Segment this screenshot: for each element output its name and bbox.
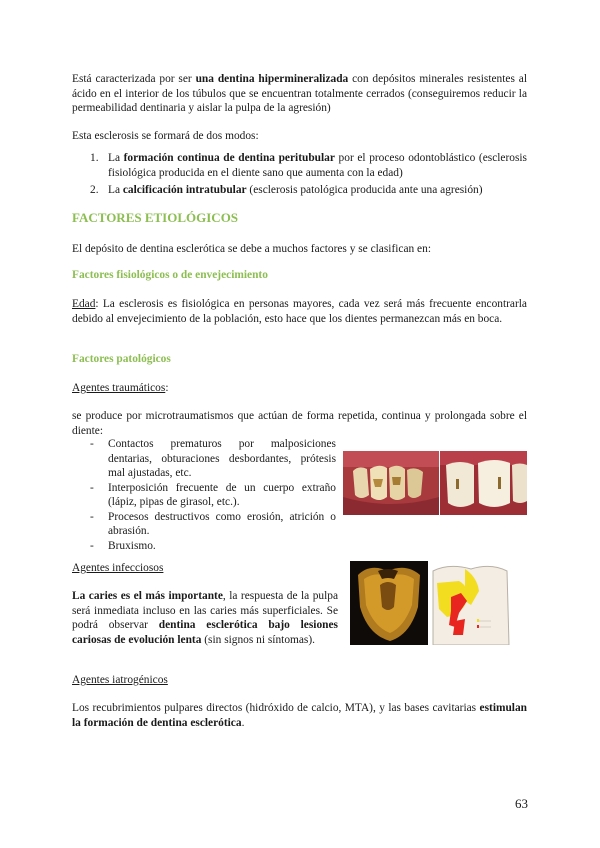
- teeth-closeup-photo: [440, 451, 527, 515]
- mode-number: 2.: [90, 184, 99, 196]
- list-item: - Interposición frecuente de un cuerpo extraño (lápiz, pipas de girasol, etc.).: [90, 481, 336, 508]
- iat-label-line: [72, 673, 527, 688]
- mode-bold: formación continua de dentina peritubular: [123, 152, 335, 164]
- inf-text-1: , la respuesta de la pulpa será inmediata incluso en las caries más superficiales. Se podrá observar: [72, 590, 339, 631]
- fisio-heading: Factores fisiológicos o de envejecimiento: [72, 269, 268, 281]
- worn-teeth-photo: [343, 451, 439, 515]
- fisio-label: Edad: [72, 298, 96, 310]
- traum-list: [90, 437, 336, 553]
- page-number: 63: [515, 796, 528, 811]
- iat-label: Agentes iatrogénicos: [72, 674, 168, 686]
- inf-text-2: (sin signos ni síntomas).: [201, 633, 316, 646]
- intro-text: Está caracterizada por ser: [72, 73, 196, 85]
- list-item-text: Bruxismo.: [108, 539, 156, 552]
- inf-paragraph: [72, 589, 338, 647]
- mode-pre: La: [108, 152, 124, 164]
- mode-bold: calcificación intratubular: [122, 184, 247, 196]
- section-heading: FACTORES ETIOLÓGICOS: [72, 210, 239, 225]
- inf-bold-2: dentina esclerótica bajo lesiones cariosas de evolución lenta: [72, 619, 338, 646]
- list-item-text: Interposición frecuente de un cuerpo extraño (lápiz, pipas de girasol, etc.).: [108, 481, 336, 508]
- intro-bold: una dentina hipermineralizada: [195, 73, 349, 85]
- tooth-diagram: [429, 561, 511, 645]
- iat-paragraph: [72, 701, 527, 730]
- intro-paragraph: [72, 72, 527, 116]
- list-item: - Contactos prematuros por malposiciones dentarias, obturaciones desbordantes, prótesis mal ajustadas, etc.: [90, 438, 336, 479]
- inf-label: Agentes infecciosos: [72, 562, 164, 574]
- list-item-text: Procesos destructivos como erosión, atrición o abrasión.: [108, 510, 336, 537]
- mode-number: 1.: [90, 152, 99, 164]
- iat-text-2: .: [241, 716, 245, 729]
- iat-bold: estimulan la formación de dentina esclerótica: [72, 702, 527, 729]
- modes-intro: Esta esclerosis se formará de dos modos:: [72, 130, 259, 142]
- mode-pre: La: [108, 184, 123, 196]
- section-intro: El depósito de dentina esclerótica se debe a muchos factores y se clasifican en:: [72, 243, 431, 255]
- intro-text-cont: con depósitos minerales resistentes al ácido en el interior de los túbulos que se encuentran totalmente cerrados (conseguiremos reducir la permeabilidad dentinaria y aislar la pulpa de la agresión): [72, 73, 527, 114]
- iat-text-1: Los recubrimientos pulpares directos (hidróxido de calcio, MTA), y las bases cavitarias: [72, 702, 480, 714]
- tooth-section-photo: [350, 561, 428, 645]
- traum-label-line: [72, 381, 527, 396]
- inf-bold-1: La caries es el más importante: [72, 590, 223, 602]
- fisio-paragraph: [72, 297, 527, 326]
- traum-paragraph: se produce por microtraumatismos que actúan de forma repetida, continua y prolongada sobre el diente:: [72, 410, 527, 437]
- list-item: - Bruxismo.: [90, 539, 156, 552]
- traum-colon: :: [165, 382, 169, 394]
- list-item: - Procesos destructivos como erosión, atrición o abrasión.: [90, 510, 336, 537]
- fisio-text: : La esclerosis es fisiológica en personas mayores, cada vez será más frecuente encontrarla debido al envejecimiento de la población, esto hace que los dientes permanezcan más en boca.: [72, 298, 527, 325]
- mode-post: por el proceso odontoblástico (esclerosis fisiológica producida en el diente sano que aumenta con la edad): [108, 152, 527, 179]
- traum-label: Agentes traumáticos: [72, 382, 166, 394]
- mode-post: (esclerosis patológica producida ante una agresión): [246, 184, 483, 196]
- pato-heading: Factores patológicos: [72, 353, 171, 365]
- list-item-text: Contactos prematuros por malposiciones dentarias, obturaciones desbordantes, prótesis mal ajustadas, etc.: [108, 438, 336, 479]
